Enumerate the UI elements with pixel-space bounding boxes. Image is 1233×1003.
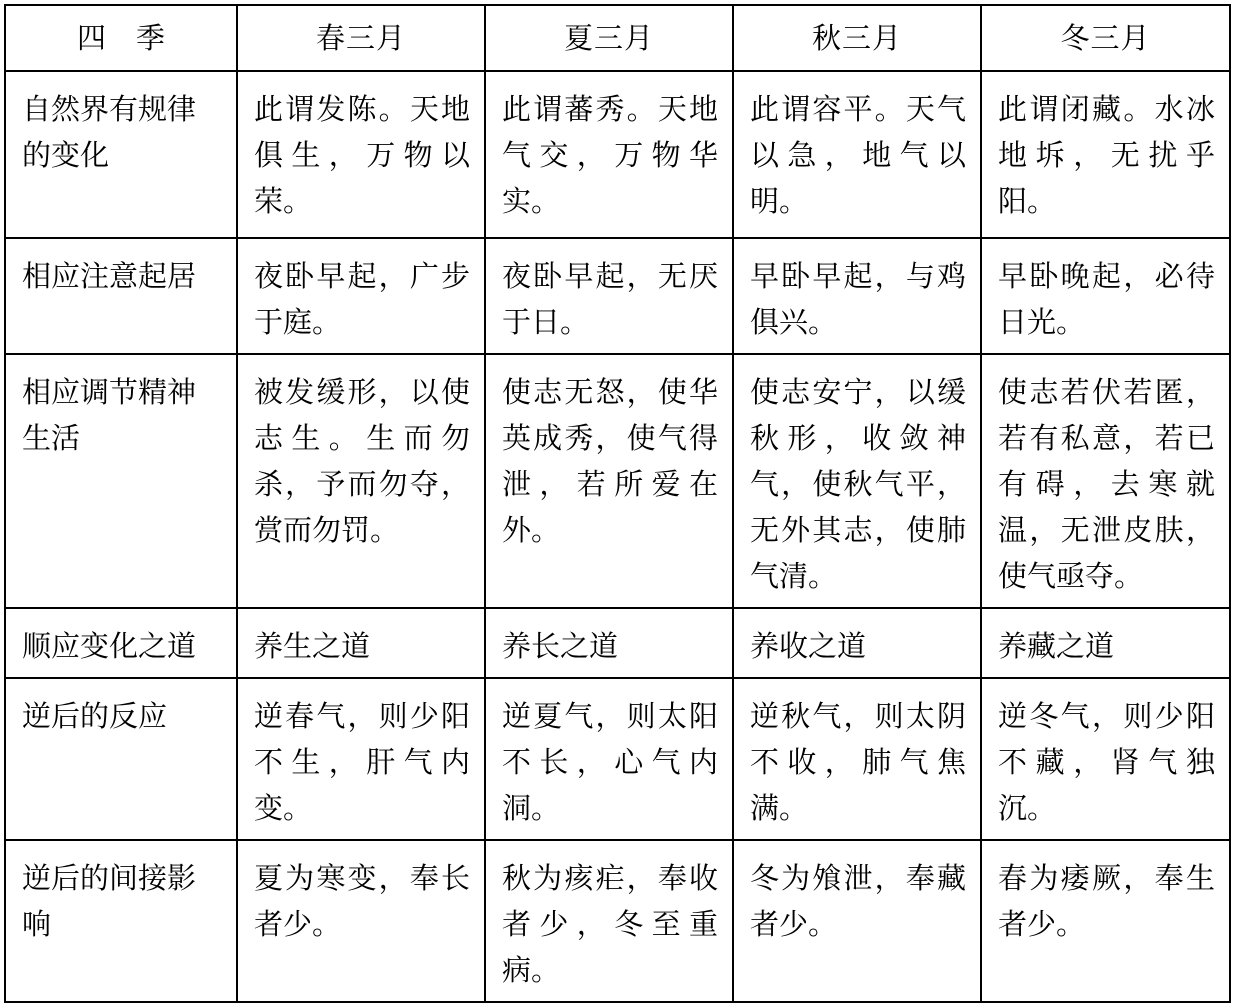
header-season-label-part2: 季 xyxy=(136,21,166,55)
cell-autumn: 冬为飧泄，奉藏者少。 xyxy=(733,840,981,1002)
cell-summer: 养长之道 xyxy=(485,608,733,678)
cell-summer: 秋为痎疟，奉收者少，冬至重病。 xyxy=(485,840,733,1002)
table-row xyxy=(5,608,1230,678)
cell-autumn: 早卧早起，与鸡俱兴。 xyxy=(733,238,981,354)
cell-spring: 逆春气，则少阳不生，肝气内变。 xyxy=(237,678,485,840)
cell-autumn: 使志安宁，以缓秋形，收敛神气，使秋气平，无外其志，使肺气清。 xyxy=(733,354,981,608)
row-label-mental-life: 相应调节精神生活 xyxy=(5,354,237,608)
cell-spring: 夜卧早起，广步于庭。 xyxy=(237,238,485,354)
header-winter: 冬三月 xyxy=(981,5,1230,71)
cell-summer: 逆夏气，则太阳不长，心气内洞。 xyxy=(485,678,733,840)
cell-spring: 被发缓形，以使志生。生而勿杀，予而勿夺，赏而勿罚。 xyxy=(237,354,485,608)
header-spring: 春三月 xyxy=(237,5,485,71)
table-row xyxy=(5,678,1230,840)
row-label-way-of-adaptation: 顺应变化之道 xyxy=(5,608,237,678)
cell-winter: 春为痿厥，奉生者少。 xyxy=(981,840,1230,1002)
header-autumn: 秋三月 xyxy=(733,5,981,71)
row-label-daily-living: 相应注意起居 xyxy=(5,238,237,354)
seasons-table-container xyxy=(4,4,1231,1003)
table-row xyxy=(5,840,1230,1002)
row-label-reaction-after-violation: 逆后的反应 xyxy=(5,678,237,840)
table-row xyxy=(5,354,1230,608)
row-label-indirect-influence: 逆后的间接影响 xyxy=(5,840,237,1002)
cell-winter: 此谓闭藏。水冰地坼，无扰乎阳。 xyxy=(981,71,1230,238)
cell-spring: 养生之道 xyxy=(237,608,485,678)
cell-autumn: 此谓容平。天气以急，地气以明。 xyxy=(733,71,981,238)
cell-summer: 夜卧早起，无厌于日。 xyxy=(485,238,733,354)
cell-winter: 逆冬气，则少阳不藏，肾气独沉。 xyxy=(981,678,1230,840)
row-label-natural-changes: 自然界有规律的变化 xyxy=(5,71,237,238)
header-season-label xyxy=(5,5,237,71)
cell-winter: 使志若伏若匿，若有私意，若已有碍，去寒就温，无泄皮肤，使气亟夺。 xyxy=(981,354,1230,608)
cell-winter: 早卧晚起，必待日光。 xyxy=(981,238,1230,354)
header-summer: 夏三月 xyxy=(485,5,733,71)
cell-winter: 养藏之道 xyxy=(981,608,1230,678)
cell-spring: 此谓发陈。天地俱生，万物以荣。 xyxy=(237,71,485,238)
cell-summer: 使志无怒，使华英成秀，使气得泄，若所爱在外。 xyxy=(485,354,733,608)
table-row xyxy=(5,71,1230,238)
cell-summer: 此谓蕃秀。天地气交，万物华实。 xyxy=(485,71,733,238)
cell-autumn: 养收之道 xyxy=(733,608,981,678)
cell-spring: 夏为寒变，奉长者少。 xyxy=(237,840,485,1002)
header-season-label-part1: 四 xyxy=(76,21,106,55)
table-header-row xyxy=(5,5,1230,71)
table-row xyxy=(5,238,1230,354)
four-seasons-table xyxy=(4,4,1231,1003)
cell-autumn: 逆秋气，则太阴不收，肺气焦满。 xyxy=(733,678,981,840)
